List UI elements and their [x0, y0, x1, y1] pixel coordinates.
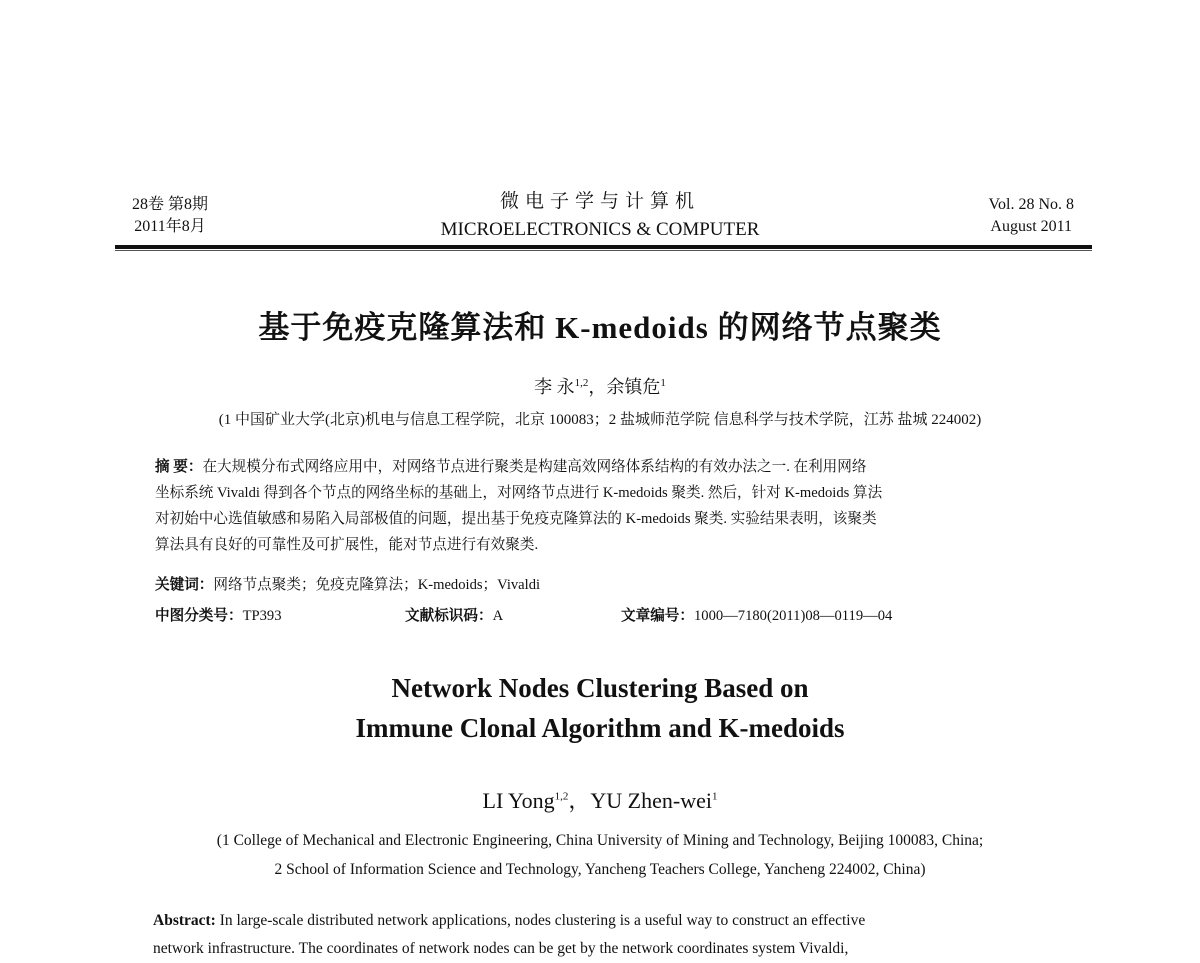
volume-issue-cn: 28卷 第8期	[132, 196, 209, 213]
doc-code-label: 文献标识码：	[405, 608, 493, 624]
paper-title-en-line-1: Network Nodes Clustering Based on	[391, 673, 809, 703]
affiliation-en-1: (1 College of Mechanical and Electronic Engineering, China University of Mining and Technology, Beijing 100083, China;	[216, 832, 984, 849]
clc-label: 中图分类号：	[155, 608, 243, 624]
header-left	[132, 194, 208, 238]
abstract-cn	[155, 454, 1055, 558]
journal-name-en: MICROELECTRONICS & COMPUTER	[440, 219, 760, 240]
abstract-en-text-1: In large-scale distributed network applications, nodes clustering is a useful way to construct an effective	[215, 912, 866, 929]
keywords-cn-label: 关键词：	[155, 577, 214, 593]
authors-en	[0, 784, 1200, 815]
abstract-en	[153, 907, 1053, 963]
journal-name	[380, 190, 820, 242]
abstract-cn-line-2: 坐标系统 Vivaldi 得到各个节点的网络坐标的基础上，对网络节点进行 K-medoids 聚类. 然后，针对 K-medoids 算法	[155, 485, 883, 501]
doc-code-value: A	[492, 608, 504, 624]
doc-code	[405, 603, 621, 629]
keywords-cn	[155, 572, 1055, 598]
date-cn: 2011年8月	[134, 218, 206, 235]
author-separator-cn: ，	[588, 377, 607, 397]
clc-number	[155, 603, 405, 629]
paper-title-cn: 基于免疫克隆算法和 K-medoids 的网络节点聚类	[258, 310, 942, 345]
author-1-en: LI Yong	[482, 788, 555, 813]
affiliation-cn: (1 中国矿业大学(北京)机电与信息工程学院，北京 100083；2 盐城师范学院 信息科学与技术学院，江苏 盐城 224002)	[218, 412, 982, 428]
abstract-cn-line-3: 对初始中心选值敏感和易陷入局部极值的问题，提出基于免疫克隆算法的 K-medoids 聚类. 实验结果表明，该聚类	[155, 511, 877, 527]
abstract-en-label: Abstract:	[153, 912, 216, 929]
date-en: August 2011	[990, 218, 1073, 235]
abstract-cn-label: 摘 要：	[155, 459, 203, 475]
abstract-en-line-1	[153, 907, 1053, 935]
article-no-label: 文章编号：	[621, 608, 694, 624]
paper-title-en	[0, 668, 1200, 748]
header-rule-thin	[115, 250, 1092, 251]
paper-title-en-line-2: Immune Clonal Algorithm and K-medoids	[355, 713, 845, 743]
author-2-en: YU Zhen-wei	[590, 788, 712, 813]
header-rule	[115, 245, 1092, 249]
author-separator-en: ，	[568, 788, 591, 813]
clc-value: TP393	[242, 608, 282, 624]
author-2-cn: 余镇危	[606, 377, 661, 397]
author-2-cn-sup: 1	[660, 377, 666, 389]
article-no-value: 1000—7180(2011)08—0119—04	[693, 608, 893, 624]
article-number	[621, 603, 892, 629]
abstract-cn-text-1: 在大规模分布式网络应用中，对网络节点进行聚类是构建高效网络体系结构的有效办法之一. 在利用网络	[202, 459, 867, 475]
journal-name-cn: 微电子学与计算机	[499, 191, 700, 212]
author-1-cn-sup: 1,2	[574, 377, 589, 389]
keywords-cn-text: 网络节点聚类；免疫克隆算法；K-medoids；Vivaldi	[213, 577, 541, 593]
header-right	[989, 194, 1075, 238]
classification-cn	[155, 603, 1055, 629]
affiliation-en-2: 2 School of Information Science and Technology, Yancheng Teachers College, Yancheng 224002, China)	[274, 861, 926, 878]
author-1-cn: 李 永	[534, 377, 575, 397]
abstract-en-line-2: network infrastructure. The coordinates of network nodes can be get by the network coordinates system Vivaldi,	[153, 940, 849, 957]
abstract-cn-line-1	[155, 454, 1055, 480]
author-1-en-sup: 1,2	[554, 790, 569, 803]
volume-issue-en: Vol. 28 No. 8	[988, 196, 1074, 213]
author-2-en-sup: 1	[711, 790, 718, 803]
abstract-cn-line-4: 算法具有良好的可靠性及可扩展性，能对节点进行有效聚类.	[155, 537, 539, 553]
authors-cn	[0, 373, 1200, 399]
